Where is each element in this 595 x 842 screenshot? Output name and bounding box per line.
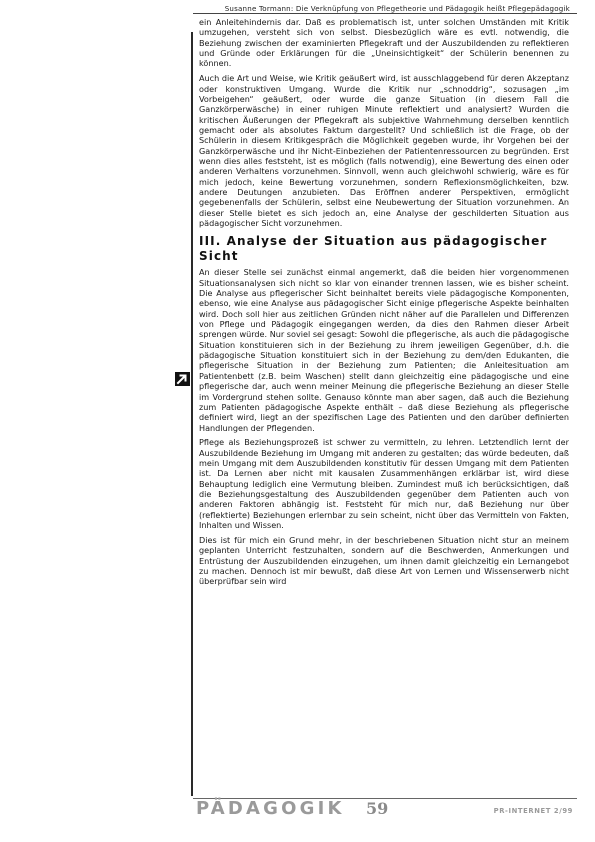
running-header: Susanne Tormann: Die Verknüpfung von Pflegetheorie und Pädagogik heißt Pflegepädagogik xyxy=(224,4,570,13)
section-heading: III. Analyse der Situation aus pädagogischer Sicht xyxy=(199,234,548,263)
body-paragraph: Dies ist für mich ein Grund mehr, in der beschriebenen Situation nicht stur an meinem geplanten Unterricht festzuhalten, sondern auf die Beschwerden, Anmerkungen und Entrüstung der Auszubildenden einzugehen, um ihnen damit gleichzeitig ein Lernangebot zu machen. Dennoch ist mir bewußt, daß diese Art von Lernen und Wissenserwerb nicht überprüfbar sein wird xyxy=(199,534,569,587)
body-paragraph: Pflege als Beziehungsprozeß ist schwer zu vermitteln, zu lehren. Letztendlich lernt der Auszubildende Beziehung im Umgang mit anderen zu gestalten; das würde bedeuten, daß mein Umgang mit dem Auszubildenden konstitutiv für dessen Umgang mit dem Patienten ist. Da Lernen aber nicht mit kausalen Zusammenhängen erklärbar ist, wird diese Behauptung lediglich eine Vermutung bleiben. Zumindest muß ich berücksichtigen, daß die Beziehungsgestaltung des Auszubildenden gegenüber dem Patienten auch von anderen Faktoren abhängig ist. Feststeht für mich nur, daß Beziehung nur über (reflektierte) Beziehungen erlernbar zu sein scheint, nicht über das Vermitteln von Fakten, Inhalten und Wissen. xyxy=(199,437,569,531)
article-body xyxy=(199,17,569,591)
vertical-divider xyxy=(191,32,193,796)
page-number: 59 xyxy=(366,799,389,818)
arrow-up-right-icon xyxy=(175,372,190,386)
footer-brand: PÄDAGOGIK xyxy=(196,798,345,819)
header-rule xyxy=(193,13,577,14)
issue-label: PR-INTERNET 2/99 xyxy=(493,807,573,815)
left-margin-column xyxy=(0,0,192,808)
body-paragraph: Auch die Art und Weise, wie Kritik geäußert wird, ist ausschlaggebend für deren Akzeptanz oder konstruktiven Umgang. Wurde die Kritik nur „schnoddrig“, sozusagen „im Vorbeigehen“ geäußert, oder wurde die ganze Situation (in diesem Fall die Ganzkörperwäsche) in einer ruhigen Minute reflektiert und analysiert? Wurden die kritischen Äußerungen der Pflegekraft als subjektive Wahrnehmung derselben kenntlich gemacht oder als absolutes Faktum dargestellt? Und schließlich ist die Frage, ob der Schülerin in diesem Kritikgespräch die Möglichkeit gegeben wurde, ihr Vorgehen bei der Ganzkörperwäsche und ihr Nicht-Einbeziehen der Patientenressourcen zu begründen. Erst wenn dies alles feststeht, ist es möglich (falls notwendig), eine Bewertung des einen oder anderen Verhaltens vorzunehmen. Sinnvoll, wenn auch gleichwohl schwierig, wäre es für mich jedoch, keine Bewertung vorzunehmen, sondern Reflexionsmöglichkeiten, bzw. andere Deutungen anzubieten. Das Eröffnen anderer Perspektiven, ermöglicht gegebenenfalls der Schülerin, selbst eine Neubewertung der Situation vorzunehmen. An dieser Stelle bietet es sich jedoch an, eine Analyse der geschilderten Situation aus pädagogischer Sicht vorzunehmen. xyxy=(199,73,569,229)
body-paragraph: An dieser Stelle sei zunächst einmal angemerkt, daß die beiden hier vorgenommenen Situationsanalysen sich nicht so klar von einander trennen lassen, wie es bisher scheint. Die Analyse aus pflegerischer Sicht beinhaltet bereits viele pädagogische Komponenten, ebenso, wie eine Analyse aus pädagogischer Sicht einige pflegerische Aspekte beinhalten wird. Doch soll hier aus zeitlichen Gründen nicht näher auf die Parallelen und Differenzen von Pflege und Pädagogik eingegangen werden, da dies den Rahmen dieser Arbeit sprengen würde. Nur soviel sei gesagt: Sowohl die pflegerische, als auch die pädagogische Situation konstituieren sich in der Beziehung zu ihrem jeweiligen Gegenüber, d.h. die pädagogische Situation konstituiert sich in der Beziehung zu dem/den Edukanten, die pflegerische Situation in der Beziehung zum Patienten; die Anleitesituation am Patientenbett (z.B. beim Waschen) stellt dann gleichzeitig eine pädagogische und eine pflegerische dar, auch wenn meiner Meinung die pflegerische Beziehung an dieser Stelle im Vordergrund stehen sollte. Genauso könnte man aber sagen, daß auch die Beziehung zum Patienten pädagogische Aspekte enthält – daß diese Beziehung als pflegerische definiert wird, liegt an der spezifischen Lage des Patienten und den darüber definierten Handlungen der Pflegenden. xyxy=(199,267,569,433)
body-paragraph: ein Anleitehindernis dar. Daß es problematisch ist, unter solchen Umständen mit Kritik umzugehen, versteht sich von selbst. Diesbezüglich wäre es evtl. notwendig, die Beziehung zwischen der examinierten Pflegekraft und der Auszubildenden zu reflektieren und Gründe oder Erklärungen für die „Uneinsichtigkeit“ der Schülerin benennen zu können. xyxy=(199,17,569,69)
